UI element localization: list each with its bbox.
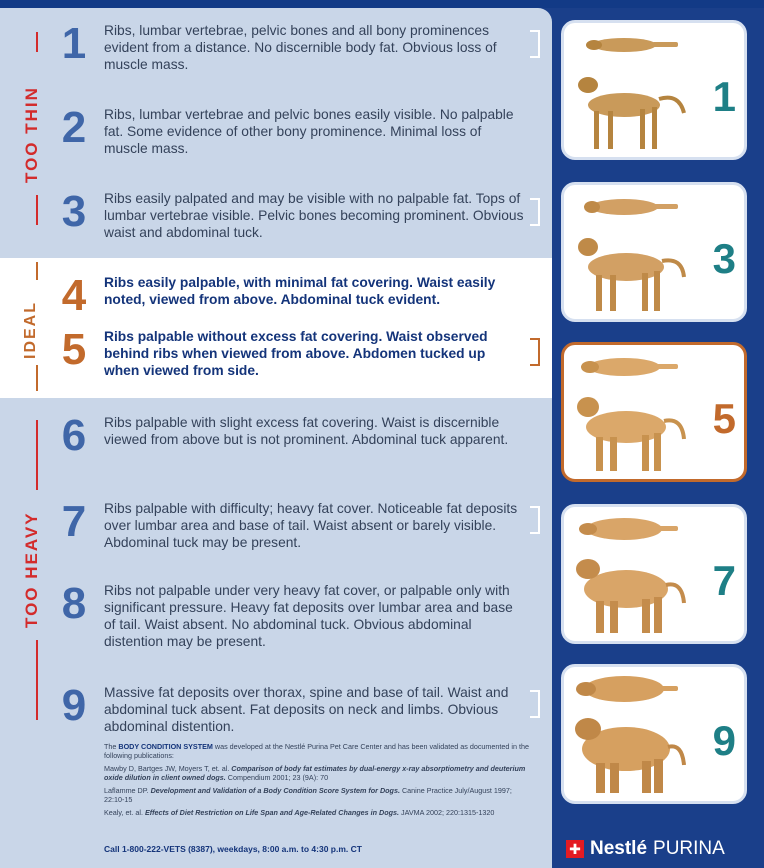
score-description: Ribs palpable with slight excess fat covering. Waist is discernible viewed from above but is not prominent. Abdominal tuck apparent. bbox=[104, 415, 509, 447]
dog-card-5 bbox=[561, 342, 747, 482]
score-description: Ribs easily palpated and may be visible with no palpable fat. Tops of lumbar vertebrae visible. Pelvic bones becoming prominent. Obvious waist and abdominal tuck. bbox=[104, 191, 524, 240]
dog-card-3 bbox=[561, 182, 747, 322]
category-too-thin: TOO THIN bbox=[22, 86, 41, 184]
score-description: Ribs easily palpable, with minimal fat covering. Waist easily noted, viewed from above. Abdominal tuck evident. bbox=[104, 275, 496, 307]
score-description: Ribs palpable with difficulty; heavy fat cover. Noticeable fat deposits over lumbar area and base of tail. Waist absent or barely visible. Abdominal tuck may be present. bbox=[104, 501, 518, 550]
score-number: 6 bbox=[61, 411, 87, 460]
references bbox=[104, 742, 534, 821]
dog-card-7 bbox=[561, 504, 747, 644]
card-number: 5 bbox=[712, 395, 736, 442]
reference-item: Kealy, et. al. Effects of Diet Restriction on Life Span and Age-Related Changes in Dogs. JAVMA 2002; 220:1315-1320 bbox=[104, 808, 495, 817]
score-number: 2 bbox=[61, 103, 87, 152]
score-number: 7 bbox=[61, 497, 87, 546]
card-number: 7 bbox=[712, 557, 736, 604]
score-number: 1 bbox=[61, 19, 87, 68]
bracket bbox=[530, 198, 540, 226]
score-description: Ribs palpable without excess fat covering. Waist observed behind ribs when viewed from above. Abdomen tucked up when viewed from side. bbox=[104, 329, 488, 378]
score-description: Ribs not palpable under very heavy fat cover, or palpable only with significant pressure. Heavy fat deposits over lumbar area and base of tail. Waist absent. No abdominal tuck. Obvious abdominal distention may be present. bbox=[104, 583, 513, 649]
call-info: Call 1-800-222-VETS (8387), weekdays, 8:00 a.m. to 4:30 p.m. CT bbox=[104, 844, 362, 854]
card-number: 9 bbox=[712, 717, 736, 764]
top-strip bbox=[0, 0, 764, 8]
bracket bbox=[530, 30, 540, 58]
score-number: 5 bbox=[61, 325, 87, 374]
score-description: Ribs, lumbar vertebrae, pelvic bones and all bony prominences evident from a distance. No discernible body fat. Obvious loss of muscle mass. bbox=[104, 23, 497, 72]
dog-card-9 bbox=[561, 664, 747, 804]
score-number: 4 bbox=[61, 271, 87, 320]
category-ideal: IDEAL bbox=[22, 301, 39, 359]
score-description: Massive fat deposits over thorax, spine and base of tail. Waist and abdominal tuck absent. Fat deposits on neck and limbs. Obvious abdominal distention. bbox=[104, 685, 509, 734]
bracket bbox=[530, 338, 540, 366]
category-too-heavy: TOO HEAVY bbox=[22, 511, 41, 629]
score-number: 9 bbox=[61, 681, 87, 730]
score-description: Ribs, lumbar vertebrae and pelvic bones easily visible. No palpable fat. Some evidence of other bony prominence. Minimal loss of muscle mass. bbox=[104, 107, 514, 156]
brand-logo bbox=[566, 838, 725, 860]
dog-card-1 bbox=[561, 20, 747, 160]
brand-name-purina: PURINA bbox=[653, 838, 725, 859]
bracket bbox=[530, 690, 540, 718]
brand-name-nestle: Nestlé bbox=[590, 838, 648, 859]
card-number: 1 bbox=[712, 73, 736, 120]
bracket bbox=[530, 506, 540, 534]
score-number: 3 bbox=[61, 187, 87, 236]
score-number: 8 bbox=[61, 579, 87, 628]
reference-intro: The BODY CONDITION SYSTEM was developed at the Nestlé Purina Pet Care Center and has been validated as documented in the following publications: bbox=[104, 742, 529, 760]
reference-item: Laflamme DP. Development and Validation of a Body Condition Score System for Dogs. Canine Practice July/August 1997; 22:10-15 bbox=[104, 786, 512, 804]
reference-item: Mawby D, Bartges JW, Moyers T, et. al. Comparison of body fat estimates by dual-energy x-ray absorptiometry and deuterium oxide dilution in client owned dogs. Compendium 2001; 23 (9A): 70 bbox=[104, 764, 526, 782]
card-number: 3 bbox=[712, 235, 736, 282]
purina-checkerboard-icon: ✚ bbox=[566, 840, 584, 858]
